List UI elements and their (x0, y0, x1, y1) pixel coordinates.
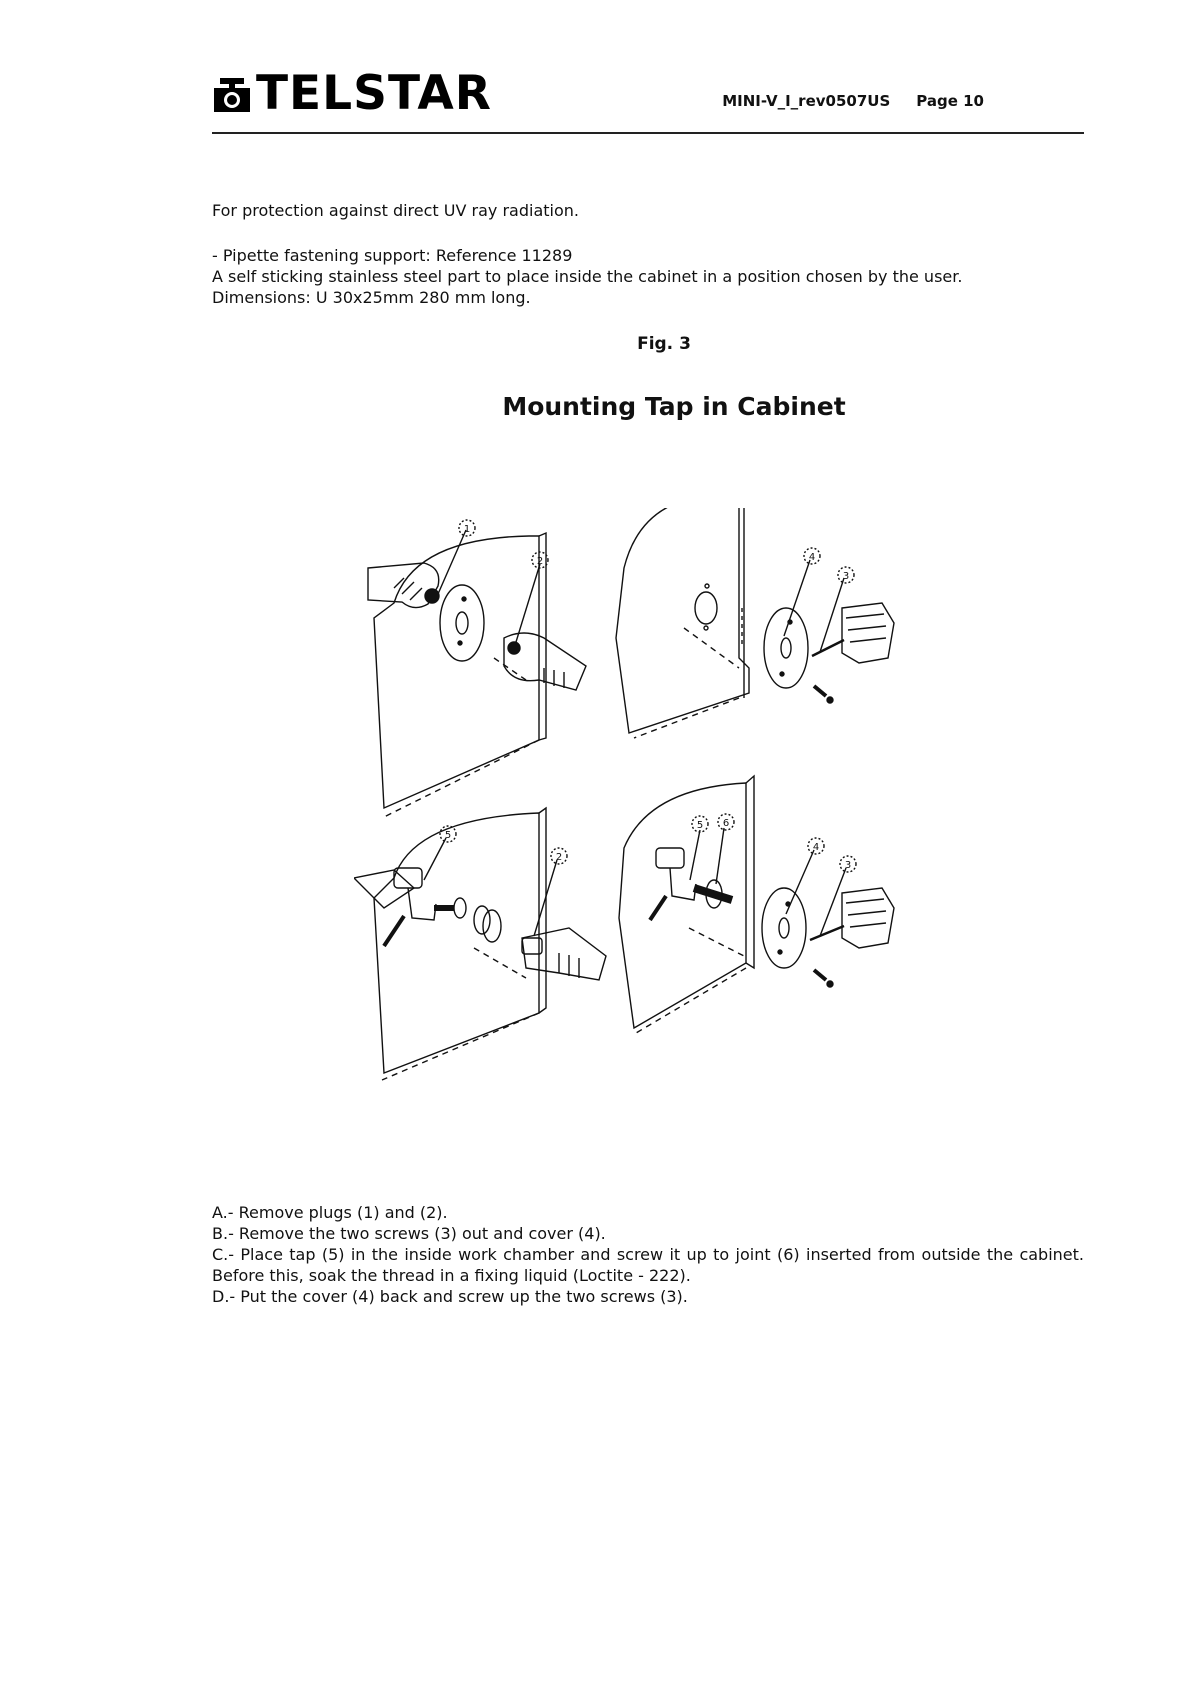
callout-c2: 2 (555, 852, 563, 863)
header-divider (212, 132, 1084, 134)
panel-d (619, 776, 894, 1033)
protection-text: For protection against direct UV ray radiation. (212, 201, 579, 220)
callout-b4: 4 (808, 552, 816, 563)
callout-a2: 2 (536, 556, 544, 567)
callout-d3: 3 (844, 860, 852, 871)
step-d: D.- Put the cover (4) back and screw up the two screws (3). (212, 1287, 688, 1306)
step-b: B.- Remove the two screws (3) out and cover (4). (212, 1224, 606, 1243)
pipette-dimensions: Dimensions: U 30x25mm 280 mm long. (212, 288, 531, 307)
callout-b3: 3 (842, 571, 850, 582)
pipette-title: - Pipette fastening support: Reference 11289 (212, 246, 573, 265)
callout-d6: 6 (722, 818, 730, 829)
telstar-logo-mark-icon (212, 74, 252, 114)
step-a: A.- Remove plugs (1) and (2). (212, 1203, 448, 1222)
callout-d5: 5 (696, 820, 704, 831)
panel-c (354, 808, 606, 1080)
callout-d4: 4 (812, 842, 820, 853)
callout-c5: 5 (444, 830, 452, 841)
figure-title: Mounting Tap in Cabinet (502, 392, 846, 421)
page-number: Page 10 (916, 92, 984, 110)
pipette-description: A self sticking stainless steel part to place inside the cabinet in a position chosen by the user. (212, 267, 963, 286)
page-header-info (722, 92, 984, 110)
document-id: MINI-V_I_rev0507US (722, 92, 891, 110)
brand-name: TELSTAR (256, 66, 492, 121)
figure-label: Fig. 3 (637, 334, 691, 354)
panel-b (616, 508, 894, 738)
telstar-logo (212, 66, 492, 121)
panel-a (368, 520, 586, 818)
step-c: C.- Place tap (5) in the inside work chamber and screw it up to joint (6) inserted from outside the cabinet. Before this, soak the thread in a fixing liquid (Loctite - 222). (212, 1245, 1084, 1285)
mounting-diagram (354, 508, 994, 1138)
callout-a1: 1 (463, 524, 471, 535)
